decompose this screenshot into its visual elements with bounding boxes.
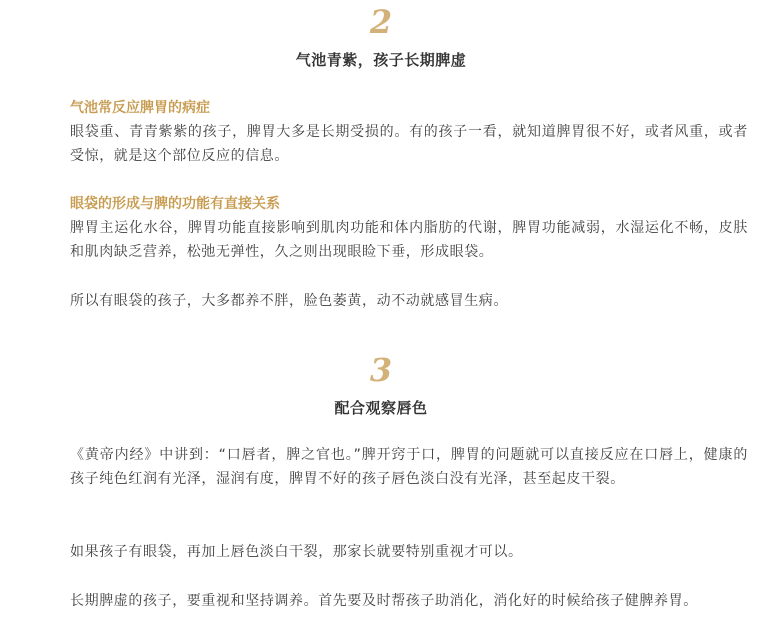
section-title-2: 气池青紫，孩子长期脾虚 xyxy=(295,51,467,69)
section-title-3: 配合观察唇色 xyxy=(334,399,428,417)
paragraph-huangdi-neijing: 《黄帝内经》中讲到：“口唇者，脾之官也。”脾开窍于口，脾胃的问题就可以直接反应在口唇上，健康的孩子纯色红润有光泽，湿润有度，脾胃不好的孩子唇色淡白没有光泽，甚至起皮干裂。 xyxy=(70,447,748,487)
subheading-qichi: 气池常反应脾胃的病症 xyxy=(70,100,210,116)
section-number-3: 3 xyxy=(369,351,393,389)
subheading-eye-bags-spleen: 眼袋的形成与脾的功能有直接关系 xyxy=(70,196,280,212)
paragraph-eye-bags-color: 眼袋重、青青紫紫的孩子，脾胃大多是长期受损的。有的孩子一看，就知道脾胃很不好，或者风重，或者受惊，就是这个部位反应的信息。 xyxy=(70,124,748,164)
paragraph-long-term-care: 长期脾虚的孩子，要重视和坚持调养。首先要及时帮孩子助消化，消化好的时候给孩子健脾养胃。 xyxy=(70,593,698,609)
paragraph-lip-color-warning: 如果孩子有眼袋，再加上唇色淡白干裂，那家长就要特别重视才可以。 xyxy=(70,544,523,560)
paragraph-spleen-function: 脾胃主运化水谷，脾胃功能直接影响到肌肉功能和体内脂肪的代谢，脾胃功能减弱，水湿运化不畅，皮肤和肌肉缺乏营养，松弛无弹性，久之则出现眼睑下垂，形成眼袋。 xyxy=(70,220,748,260)
section-number-2: 2 xyxy=(369,3,393,41)
paragraph-eye-bags-summary: 所以有眼袋的孩子，大多都养不胖，脸色萎黄，动不动就感冒生病。 xyxy=(70,293,508,309)
